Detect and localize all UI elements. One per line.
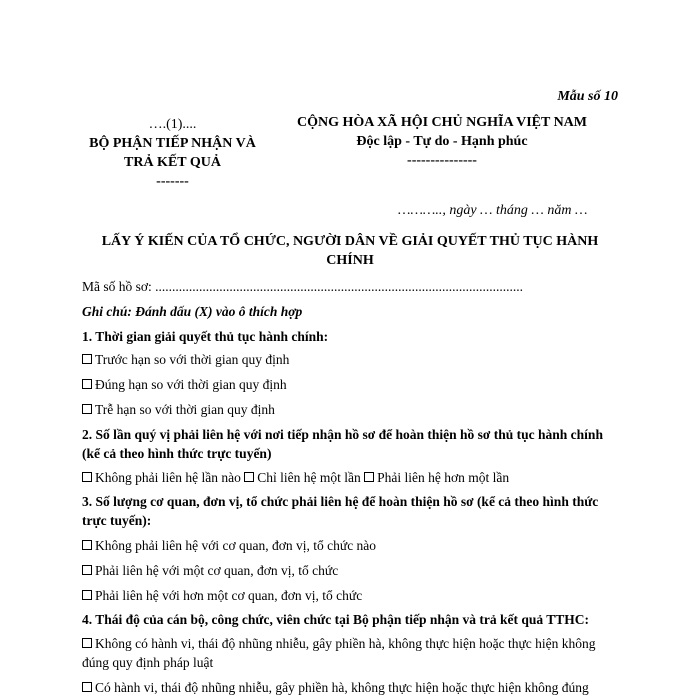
q4-option-1-label-line1: Không có hành vi, thái độ nhũng nhiễu, gây phiền hà, không thực hiện hoặc thực hiện không (95, 636, 596, 651)
q3-option-2[interactable] (82, 563, 338, 579)
q1-option-3-label: Trễ hạn so với thời gian quy định (95, 402, 275, 417)
left-header (85, 115, 260, 191)
q4-option-1[interactable] (82, 636, 596, 652)
right-header (282, 113, 602, 170)
q1-option-2-label: Đúng hạn so với thời gian quy định (95, 377, 287, 392)
document-title-line1: LẤY Ý KIẾN CỦA TỔ CHỨC, NGƯỜI DÂN VỀ GIẢI QUYẾT THỦ TỤC HÀNH (101, 234, 599, 249)
q1-option-3[interactable] (82, 402, 275, 418)
q2-option-1[interactable] (82, 470, 241, 485)
q2-option-3[interactable] (364, 470, 509, 485)
question-4-title: 4. Thái độ của cán bộ, công chức, viên chức tại Bộ phận tiếp nhận và trả kết quả TTHC: (82, 612, 590, 627)
checkbox-icon[interactable] (82, 354, 92, 364)
q3-option-2-label: Phải liên hệ với một cơ quan, đơn vị, tổ chức (95, 563, 339, 578)
q4-option-2-label-line1: Có hành vi, thái độ nhũng nhiễu, gây phiền hà, không thực hiện hoặc thực hiện không đúng (95, 680, 589, 695)
left-header-line3: TRẢ KẾT QUẢ (124, 155, 221, 170)
left-header-line1: ….(1).... (148, 117, 197, 132)
checkbox-icon[interactable] (82, 404, 92, 414)
question-2-title-line2: (kể cả theo hình thức trực tuyến) (82, 446, 272, 461)
q2-option-2-label: Chỉ liên hệ một lần (257, 470, 361, 485)
q2-option-2[interactable] (244, 470, 361, 485)
right-header-divider: --------------- (407, 153, 477, 168)
note: Ghi chú: Đánh dấu (X) vào ô thích hợp (82, 304, 303, 319)
document-title (80, 232, 620, 270)
q3-option-3-label: Phải liên hệ với hơn một cơ quan, đơn vị, tổ chức (95, 588, 363, 603)
q1-option-1[interactable] (82, 352, 289, 368)
left-header-line4: ------- (156, 174, 189, 189)
q1-option-1-label: Trước hạn so với thời gian quy định (95, 352, 290, 367)
question-2-title-line1: 2. Số lần quý vị phải liên hệ với nơi tiếp nhận hồ sơ để hoàn thiện hồ sơ thủ tục hành chính (82, 427, 603, 442)
national-motto: Độc lập - Tự do - Hạnh phúc (356, 134, 528, 149)
q3-option-3[interactable] (82, 588, 362, 604)
left-header-line2: BỘ PHẬN TIẾP NHẬN VÀ (89, 136, 256, 151)
q2-options (82, 470, 509, 486)
national-title: CỘNG HÒA XÃ HỘI CHỦ NGHĨA VIỆT NAM (296, 115, 587, 130)
checkbox-icon[interactable] (82, 540, 92, 550)
q3-option-1[interactable] (82, 538, 376, 554)
q4-option-2[interactable] (82, 680, 589, 696)
date-line: ……….., ngày … tháng … năm … (398, 203, 588, 218)
q1-option-2[interactable] (82, 377, 287, 393)
q3-option-1-label: Không phải liên hệ với cơ quan, đơn vị, tổ chức nào (95, 538, 377, 553)
checkbox-icon[interactable] (82, 638, 92, 648)
record-number-field[interactable]: Mã số hồ sơ: ............................................................................................................. (82, 279, 524, 294)
checkbox-icon[interactable] (82, 590, 92, 600)
checkbox-icon[interactable] (82, 565, 92, 575)
question-3-title-line1: 3. Số lượng cơ quan, đơn vị, tổ chức phải liên hệ để hoàn thiện hồ sơ (kể cả theo hình thức (82, 494, 599, 509)
q4-option-1-label-line2: đúng quy định pháp luật (82, 655, 214, 670)
checkbox-icon[interactable] (244, 472, 254, 482)
checkbox-icon[interactable] (82, 682, 92, 692)
question-3-title-line2: trực tuyến): (82, 513, 152, 528)
question-1-title: 1. Thời gian giải quyết thủ tục hành chính: (82, 329, 329, 344)
checkbox-icon[interactable] (82, 379, 92, 389)
checkbox-icon[interactable] (364, 472, 374, 482)
q2-option-3-label: Phải liên hệ hơn một lần (377, 470, 510, 485)
checkbox-icon[interactable] (82, 472, 92, 482)
form-code: Mẫu số 10 (557, 89, 618, 104)
q2-option-1-label: Không phải liên hệ lần nào (95, 470, 241, 485)
document-title-line2: CHÍNH (326, 253, 374, 268)
